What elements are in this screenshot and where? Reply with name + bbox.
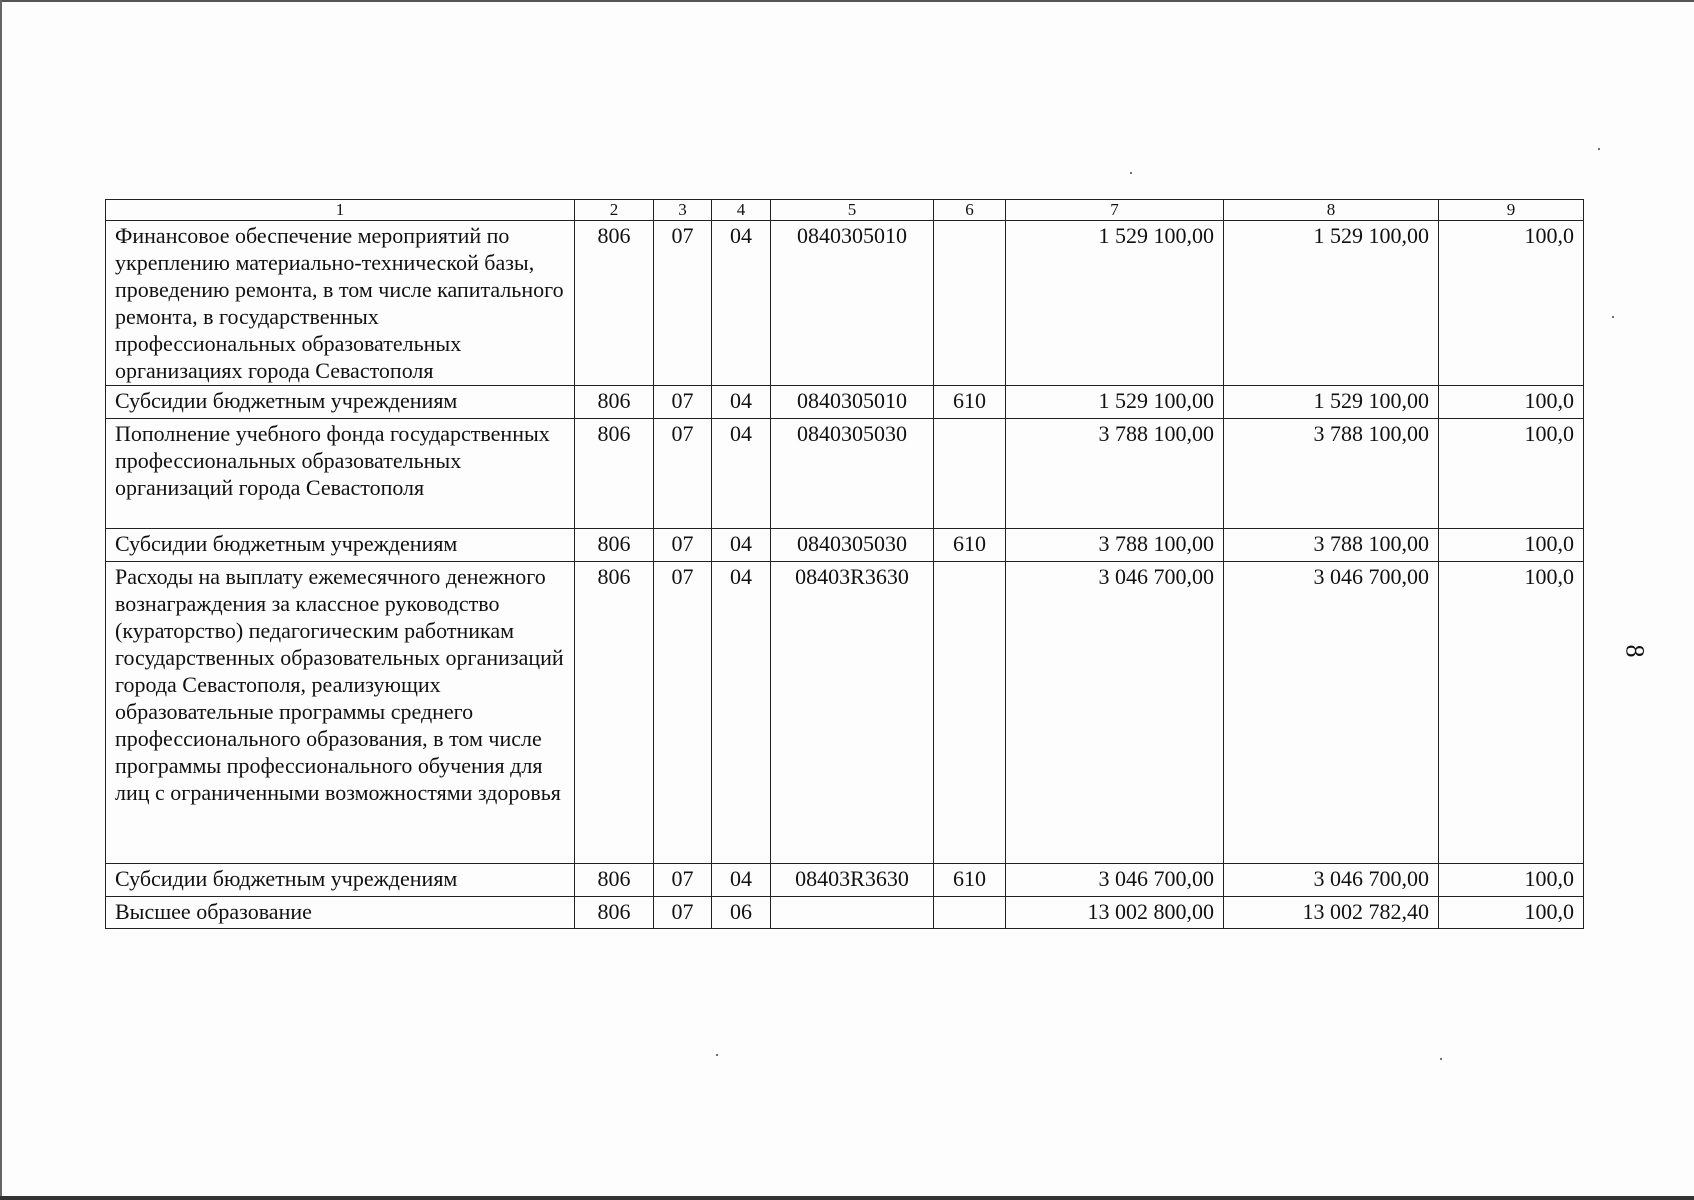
code-cell: 806 (575, 529, 654, 562)
row-name-cell: Пополнение учебного фонда государственных профессиональных образовательных организаций города Севастополя (106, 419, 575, 529)
code-cell (934, 562, 1006, 864)
scan-border-bottom (0, 1196, 1694, 1200)
row-name-cell: Высшее образование (106, 897, 575, 929)
percent-cell: 100,0 (1439, 562, 1584, 864)
header-cell: 6 (934, 200, 1006, 221)
code-cell: 610 (934, 864, 1006, 897)
amount-cell: 13 002 782,40 (1224, 897, 1439, 929)
amount-cell: 1 529 100,00 (1006, 221, 1224, 386)
amount-cell: 3 046 700,00 (1224, 864, 1439, 897)
row-name-cell: Расходы на выплату ежемесячного денежного вознаграждения за классное руководство (кураторство) педагогическим работникам государственных образовательных организаций города Севастополя, реализующих образовательные программы среднего профессионального образования, в том числе программы профессионального обучения для лиц с ограниченными возможностями здоровья (106, 562, 575, 864)
code-cell (934, 221, 1006, 386)
amount-cell: 3 046 700,00 (1224, 562, 1439, 864)
code-cell: 07 (654, 529, 712, 562)
amount-cell: 3 788 100,00 (1006, 419, 1224, 529)
header-cell: 8 (1224, 200, 1439, 221)
amount-cell: 1 529 100,00 (1224, 221, 1439, 386)
code-cell: 0840305010 (771, 386, 934, 419)
code-cell: 806 (575, 897, 654, 929)
header-cell: 4 (712, 200, 771, 221)
scan-border-left (0, 0, 2, 1200)
code-cell: 06 (712, 897, 771, 929)
table-row (106, 562, 1584, 864)
code-cell: 08403R3630 (771, 562, 934, 864)
table-row (106, 221, 1584, 386)
code-cell: 806 (575, 562, 654, 864)
scan-speck (1440, 1058, 1442, 1060)
header-cell: 5 (771, 200, 934, 221)
code-cell: 610 (934, 386, 1006, 419)
code-cell: 04 (712, 419, 771, 529)
code-cell: 04 (712, 221, 771, 386)
code-cell (771, 897, 934, 929)
percent-cell: 100,0 (1439, 221, 1584, 386)
percent-cell: 100,0 (1439, 386, 1584, 419)
code-cell: 04 (712, 386, 771, 419)
amount-cell: 3 046 700,00 (1006, 562, 1224, 864)
code-cell: 04 (712, 864, 771, 897)
code-cell: 806 (575, 221, 654, 386)
code-cell: 806 (575, 386, 654, 419)
table-row (106, 897, 1584, 929)
scan-speck (1130, 172, 1132, 174)
row-name-cell: Субсидии бюджетным учреждениям (106, 864, 575, 897)
amount-cell: 13 002 800,00 (1006, 897, 1224, 929)
scan-speck (1612, 316, 1614, 318)
row-name-cell: Финансовое обеспечение мероприятий по укреплению материально-технической базы, проведению ремонта, в том числе капитального ремонта, в государственных профессиональных образовательных организациях города Севастополя (106, 221, 575, 386)
code-cell: 04 (712, 562, 771, 864)
table-row (106, 529, 1584, 562)
code-cell: 806 (575, 419, 654, 529)
code-cell: 07 (654, 864, 712, 897)
code-cell: 07 (654, 897, 712, 929)
code-cell: 04 (712, 529, 771, 562)
amount-cell: 1 529 100,00 (1006, 386, 1224, 419)
amount-cell: 3 788 100,00 (1006, 529, 1224, 562)
header-cell: 2 (575, 200, 654, 221)
code-cell: 806 (575, 864, 654, 897)
amount-cell: 3 788 100,00 (1224, 419, 1439, 529)
scan-border-top (0, 0, 1694, 2)
scan-speck (716, 1054, 718, 1056)
page-number: 8 (1620, 644, 1650, 658)
percent-cell: 100,0 (1439, 529, 1584, 562)
header-cell: 1 (106, 200, 575, 221)
header-cell: 9 (1439, 200, 1584, 221)
scan-speck (1598, 148, 1600, 150)
row-name-cell: Субсидии бюджетным учреждениям (106, 386, 575, 419)
code-cell (934, 419, 1006, 529)
amount-cell: 3 788 100,00 (1224, 529, 1439, 562)
amount-cell: 1 529 100,00 (1224, 386, 1439, 419)
table-row (106, 386, 1584, 419)
code-cell: 610 (934, 529, 1006, 562)
code-cell (934, 897, 1006, 929)
code-cell: 07 (654, 419, 712, 529)
header-cell: 7 (1006, 200, 1224, 221)
code-cell: 0840305030 (771, 529, 934, 562)
code-cell: 07 (654, 562, 712, 864)
percent-cell: 100,0 (1439, 419, 1584, 529)
table-header-row (106, 200, 1584, 221)
code-cell: 0840305030 (771, 419, 934, 529)
code-cell: 07 (654, 221, 712, 386)
amount-cell: 3 046 700,00 (1006, 864, 1224, 897)
table-row (106, 864, 1584, 897)
header-cell: 3 (654, 200, 712, 221)
percent-cell: 100,0 (1439, 897, 1584, 929)
code-cell: 07 (654, 386, 712, 419)
table-row (106, 419, 1584, 529)
budget-table (105, 199, 1584, 929)
row-name-cell: Субсидии бюджетным учреждениям (106, 529, 575, 562)
code-cell: 08403R3630 (771, 864, 934, 897)
code-cell: 0840305010 (771, 221, 934, 386)
percent-cell: 100,0 (1439, 864, 1584, 897)
